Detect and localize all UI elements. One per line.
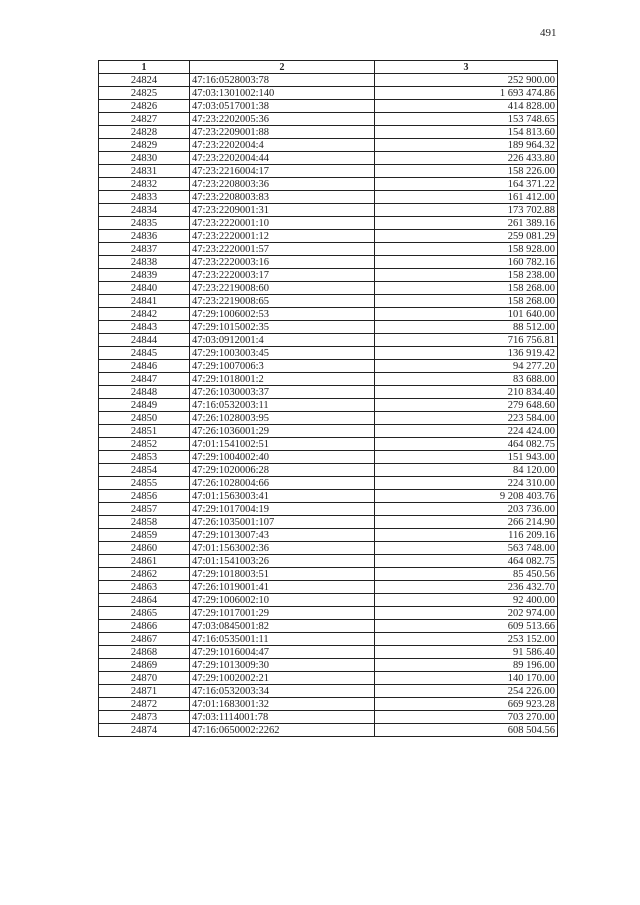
value-cell: 151 943.00: [375, 451, 558, 464]
cadastral-number-cell: 47:23:2220003:16: [190, 256, 375, 269]
row-number-cell: 24825: [99, 87, 190, 100]
table-row: [99, 204, 558, 217]
cadastral-number-cell: 47:03:1301002:140: [190, 87, 375, 100]
value-cell: 160 782.16: [375, 256, 558, 269]
row-number-cell: 24828: [99, 126, 190, 139]
value-cell: 464 082.75: [375, 555, 558, 568]
value-cell: 563 748.00: [375, 542, 558, 555]
cadastral-number-cell: 47:01:1563002:36: [190, 542, 375, 555]
cadastral-number-cell: 47:23:2208003:36: [190, 178, 375, 191]
cadastral-number-cell: 47:23:2202004:4: [190, 139, 375, 152]
table-row: [99, 555, 558, 568]
cadastral-number-cell: 47:29:1004002:40: [190, 451, 375, 464]
row-number-cell: 24873: [99, 711, 190, 724]
cadastral-number-cell: 47:29:1002002:21: [190, 672, 375, 685]
value-cell: 609 513.66: [375, 620, 558, 633]
table-row: [99, 711, 558, 724]
value-cell: 158 238.00: [375, 269, 558, 282]
value-cell: 279 648.60: [375, 399, 558, 412]
value-cell: 224 310.00: [375, 477, 558, 490]
cadastral-number-cell: 47:23:2219008:65: [190, 295, 375, 308]
value-cell: 101 640.00: [375, 308, 558, 321]
cadastral-number-cell: 47:16:0528003:78: [190, 74, 375, 87]
row-number-cell: 24831: [99, 165, 190, 178]
value-cell: 158 928.00: [375, 243, 558, 256]
row-number-cell: 24845: [99, 347, 190, 360]
row-number-cell: 24855: [99, 477, 190, 490]
table-row: [99, 256, 558, 269]
row-number-cell: 24872: [99, 698, 190, 711]
value-cell: 116 209.16: [375, 529, 558, 542]
row-number-cell: 24869: [99, 659, 190, 672]
row-number-cell: 24833: [99, 191, 190, 204]
table-row: [99, 386, 558, 399]
cadastral-number-cell: 47:26:1028003:95: [190, 412, 375, 425]
row-number-cell: 24862: [99, 568, 190, 581]
row-number-cell: 24840: [99, 282, 190, 295]
table-row: [99, 373, 558, 386]
value-cell: 88 512.00: [375, 321, 558, 334]
row-number-cell: 24852: [99, 438, 190, 451]
row-number-cell: 24835: [99, 217, 190, 230]
cadastral-number-cell: 47:23:2208003:83: [190, 191, 375, 204]
value-cell: 259 081.29: [375, 230, 558, 243]
row-number-cell: 24829: [99, 139, 190, 152]
row-number-cell: 24846: [99, 360, 190, 373]
table-row: [99, 139, 558, 152]
cadastral-number-cell: 47:26:1028004:66: [190, 477, 375, 490]
table-row: [99, 620, 558, 633]
value-cell: 94 277.20: [375, 360, 558, 373]
value-cell: 83 688.00: [375, 373, 558, 386]
cadastral-number-cell: 47:01:1541002:51: [190, 438, 375, 451]
row-number-cell: 24868: [99, 646, 190, 659]
cadastral-number-cell: 47:29:1017004:19: [190, 503, 375, 516]
row-number-cell: 24847: [99, 373, 190, 386]
table-row: [99, 516, 558, 529]
cadastral-number-cell: 47:29:1003003:45: [190, 347, 375, 360]
value-cell: 464 082.75: [375, 438, 558, 451]
row-number-cell: 24844: [99, 334, 190, 347]
table-row: [99, 113, 558, 126]
cadastral-number-cell: 47:29:1015002:35: [190, 321, 375, 334]
row-number-cell: 24870: [99, 672, 190, 685]
table-row: [99, 581, 558, 594]
table-row: [99, 607, 558, 620]
cadastral-number-cell: 47:01:1563003:41: [190, 490, 375, 503]
row-number-cell: 24854: [99, 464, 190, 477]
row-number-cell: 24859: [99, 529, 190, 542]
row-number-cell: 24851: [99, 425, 190, 438]
table-row: [99, 269, 558, 282]
row-number-cell: 24826: [99, 100, 190, 113]
row-number-cell: 24838: [99, 256, 190, 269]
table-row: [99, 230, 558, 243]
cadastral-number-cell: 47:29:1006002:10: [190, 594, 375, 607]
table-row: [99, 490, 558, 503]
value-cell: 203 736.00: [375, 503, 558, 516]
table-row: [99, 100, 558, 113]
table-row: [99, 152, 558, 165]
value-cell: 136 919.42: [375, 347, 558, 360]
table-row: [99, 503, 558, 516]
value-cell: 252 900.00: [375, 74, 558, 87]
table-row: [99, 477, 558, 490]
value-cell: 158 268.00: [375, 295, 558, 308]
table-row: [99, 126, 558, 139]
cadastral-number-cell: 47:23:2220001:12: [190, 230, 375, 243]
value-cell: 89 196.00: [375, 659, 558, 672]
cadastral-number-cell: 47:16:0535001:11: [190, 633, 375, 646]
value-cell: 253 152.00: [375, 633, 558, 646]
value-cell: 1 693 474.86: [375, 87, 558, 100]
table-row: [99, 529, 558, 542]
cadastral-number-cell: 47:03:0845001:82: [190, 620, 375, 633]
cadastral-number-cell: 47:29:1007006:3: [190, 360, 375, 373]
cadastral-value-table: [98, 60, 558, 737]
value-cell: 210 834.40: [375, 386, 558, 399]
cadastral-number-cell: 47:23:2220001:10: [190, 217, 375, 230]
table-row: [99, 74, 558, 87]
cadastral-number-cell: 47:29:1017001:29: [190, 607, 375, 620]
table-row: [99, 659, 558, 672]
table-row: [99, 178, 558, 191]
table-row: [99, 594, 558, 607]
column-header-2: 2: [190, 61, 375, 74]
cadastral-number-cell: 47:26:1019001:41: [190, 581, 375, 594]
value-cell: 91 586.40: [375, 646, 558, 659]
table-row: [99, 399, 558, 412]
column-header-3: 3: [375, 61, 558, 74]
value-cell: 254 226.00: [375, 685, 558, 698]
row-number-cell: 24867: [99, 633, 190, 646]
cadastral-number-cell: 47:23:2209001:31: [190, 204, 375, 217]
table-row: [99, 360, 558, 373]
cadastral-number-cell: 47:23:2202004:44: [190, 152, 375, 165]
cadastral-number-cell: 47:29:1013007:43: [190, 529, 375, 542]
row-number-cell: 24839: [99, 269, 190, 282]
table-header-row: [99, 61, 558, 74]
table-row: [99, 87, 558, 100]
cadastral-number-cell: 47:23:2220001:57: [190, 243, 375, 256]
value-cell: 266 214.90: [375, 516, 558, 529]
table-row: [99, 685, 558, 698]
value-cell: 92 400.00: [375, 594, 558, 607]
table-row: [99, 295, 558, 308]
value-cell: 158 268.00: [375, 282, 558, 295]
cadastral-number-cell: 47:23:2220003:17: [190, 269, 375, 282]
cadastral-number-cell: 47:29:1016004:47: [190, 646, 375, 659]
row-number-cell: 24843: [99, 321, 190, 334]
row-number-cell: 24857: [99, 503, 190, 516]
cadastral-number-cell: 47:23:2209001:88: [190, 126, 375, 139]
row-number-cell: 24834: [99, 204, 190, 217]
value-cell: 716 756.81: [375, 334, 558, 347]
cadastral-number-cell: 47:16:0532003:34: [190, 685, 375, 698]
row-number-cell: 24863: [99, 581, 190, 594]
row-number-cell: 24864: [99, 594, 190, 607]
table-row: [99, 308, 558, 321]
table-row: [99, 542, 558, 555]
cadastral-number-cell: 47:29:1006002:53: [190, 308, 375, 321]
cadastral-number-cell: 47:29:1020006:28: [190, 464, 375, 477]
row-number-cell: 24848: [99, 386, 190, 399]
table-row: [99, 451, 558, 464]
value-cell: 153 748.65: [375, 113, 558, 126]
row-number-cell: 24858: [99, 516, 190, 529]
table-row: [99, 672, 558, 685]
table-row: [99, 464, 558, 477]
cadastral-number-cell: 47:23:2202005:36: [190, 113, 375, 126]
table-row: [99, 217, 558, 230]
cadastral-number-cell: 47:29:1018001:2: [190, 373, 375, 386]
cadastral-number-cell: 47:01:1683001:32: [190, 698, 375, 711]
value-cell: 236 432.70: [375, 581, 558, 594]
table-row: [99, 282, 558, 295]
row-number-cell: 24865: [99, 607, 190, 620]
table-row: [99, 321, 558, 334]
row-number-cell: 24861: [99, 555, 190, 568]
row-number-cell: 24837: [99, 243, 190, 256]
value-cell: 140 170.00: [375, 672, 558, 685]
table-row: [99, 347, 558, 360]
cadastral-number-cell: 47:01:1541003:26: [190, 555, 375, 568]
cadastral-number-cell: 47:03:0912001:4: [190, 334, 375, 347]
cadastral-number-cell: 47:26:1030003:37: [190, 386, 375, 399]
row-number-cell: 24836: [99, 230, 190, 243]
value-cell: 414 828.00: [375, 100, 558, 113]
cadastral-number-cell: 47:16:0650002:2262: [190, 724, 375, 737]
table-row: [99, 633, 558, 646]
cadastral-number-cell: 47:29:1013009:30: [190, 659, 375, 672]
table-row: [99, 165, 558, 178]
table-row: [99, 438, 558, 451]
row-number-cell: 24827: [99, 113, 190, 126]
value-cell: 85 450.56: [375, 568, 558, 581]
cadastral-number-cell: 47:26:1036001:29: [190, 425, 375, 438]
row-number-cell: 24850: [99, 412, 190, 425]
value-cell: 84 120.00: [375, 464, 558, 477]
row-number-cell: 24874: [99, 724, 190, 737]
value-cell: 703 270.00: [375, 711, 558, 724]
table-row: [99, 646, 558, 659]
value-cell: 224 424.00: [375, 425, 558, 438]
table-row: [99, 191, 558, 204]
cadastral-number-cell: 47:23:2219008:60: [190, 282, 375, 295]
value-cell: 9 208 403.76: [375, 490, 558, 503]
table-row: [99, 334, 558, 347]
row-number-cell: 24866: [99, 620, 190, 633]
cadastral-number-cell: 47:03:1114001:78: [190, 711, 375, 724]
table-row: [99, 724, 558, 737]
table-body: [99, 74, 558, 737]
page-number: 491: [540, 27, 557, 39]
value-cell: 608 504.56: [375, 724, 558, 737]
value-cell: 158 226.00: [375, 165, 558, 178]
column-header-1: 1: [99, 61, 190, 74]
table-row: [99, 698, 558, 711]
cadastral-number-cell: 47:16:0532003:11: [190, 399, 375, 412]
value-cell: 154 813.60: [375, 126, 558, 139]
value-cell: 226 433.80: [375, 152, 558, 165]
row-number-cell: 24860: [99, 542, 190, 555]
value-cell: 173 702.88: [375, 204, 558, 217]
cadastral-number-cell: 47:29:1018003:51: [190, 568, 375, 581]
table-row: [99, 243, 558, 256]
row-number-cell: 24824: [99, 74, 190, 87]
cadastral-number-cell: 47:26:1035001:107: [190, 516, 375, 529]
value-cell: 261 389.16: [375, 217, 558, 230]
row-number-cell: 24832: [99, 178, 190, 191]
row-number-cell: 24871: [99, 685, 190, 698]
row-number-cell: 24856: [99, 490, 190, 503]
value-cell: 223 584.00: [375, 412, 558, 425]
value-cell: 202 974.00: [375, 607, 558, 620]
table-row: [99, 425, 558, 438]
value-cell: 669 923.28: [375, 698, 558, 711]
row-number-cell: 24842: [99, 308, 190, 321]
value-cell: 189 964.32: [375, 139, 558, 152]
row-number-cell: 24841: [99, 295, 190, 308]
cadastral-number-cell: 47:23:2216004:17: [190, 165, 375, 178]
row-number-cell: 24849: [99, 399, 190, 412]
table-row: [99, 568, 558, 581]
row-number-cell: 24853: [99, 451, 190, 464]
row-number-cell: 24830: [99, 152, 190, 165]
value-cell: 164 371.22: [375, 178, 558, 191]
value-cell: 161 412.00: [375, 191, 558, 204]
table-row: [99, 412, 558, 425]
cadastral-number-cell: 47:03:0517001:38: [190, 100, 375, 113]
